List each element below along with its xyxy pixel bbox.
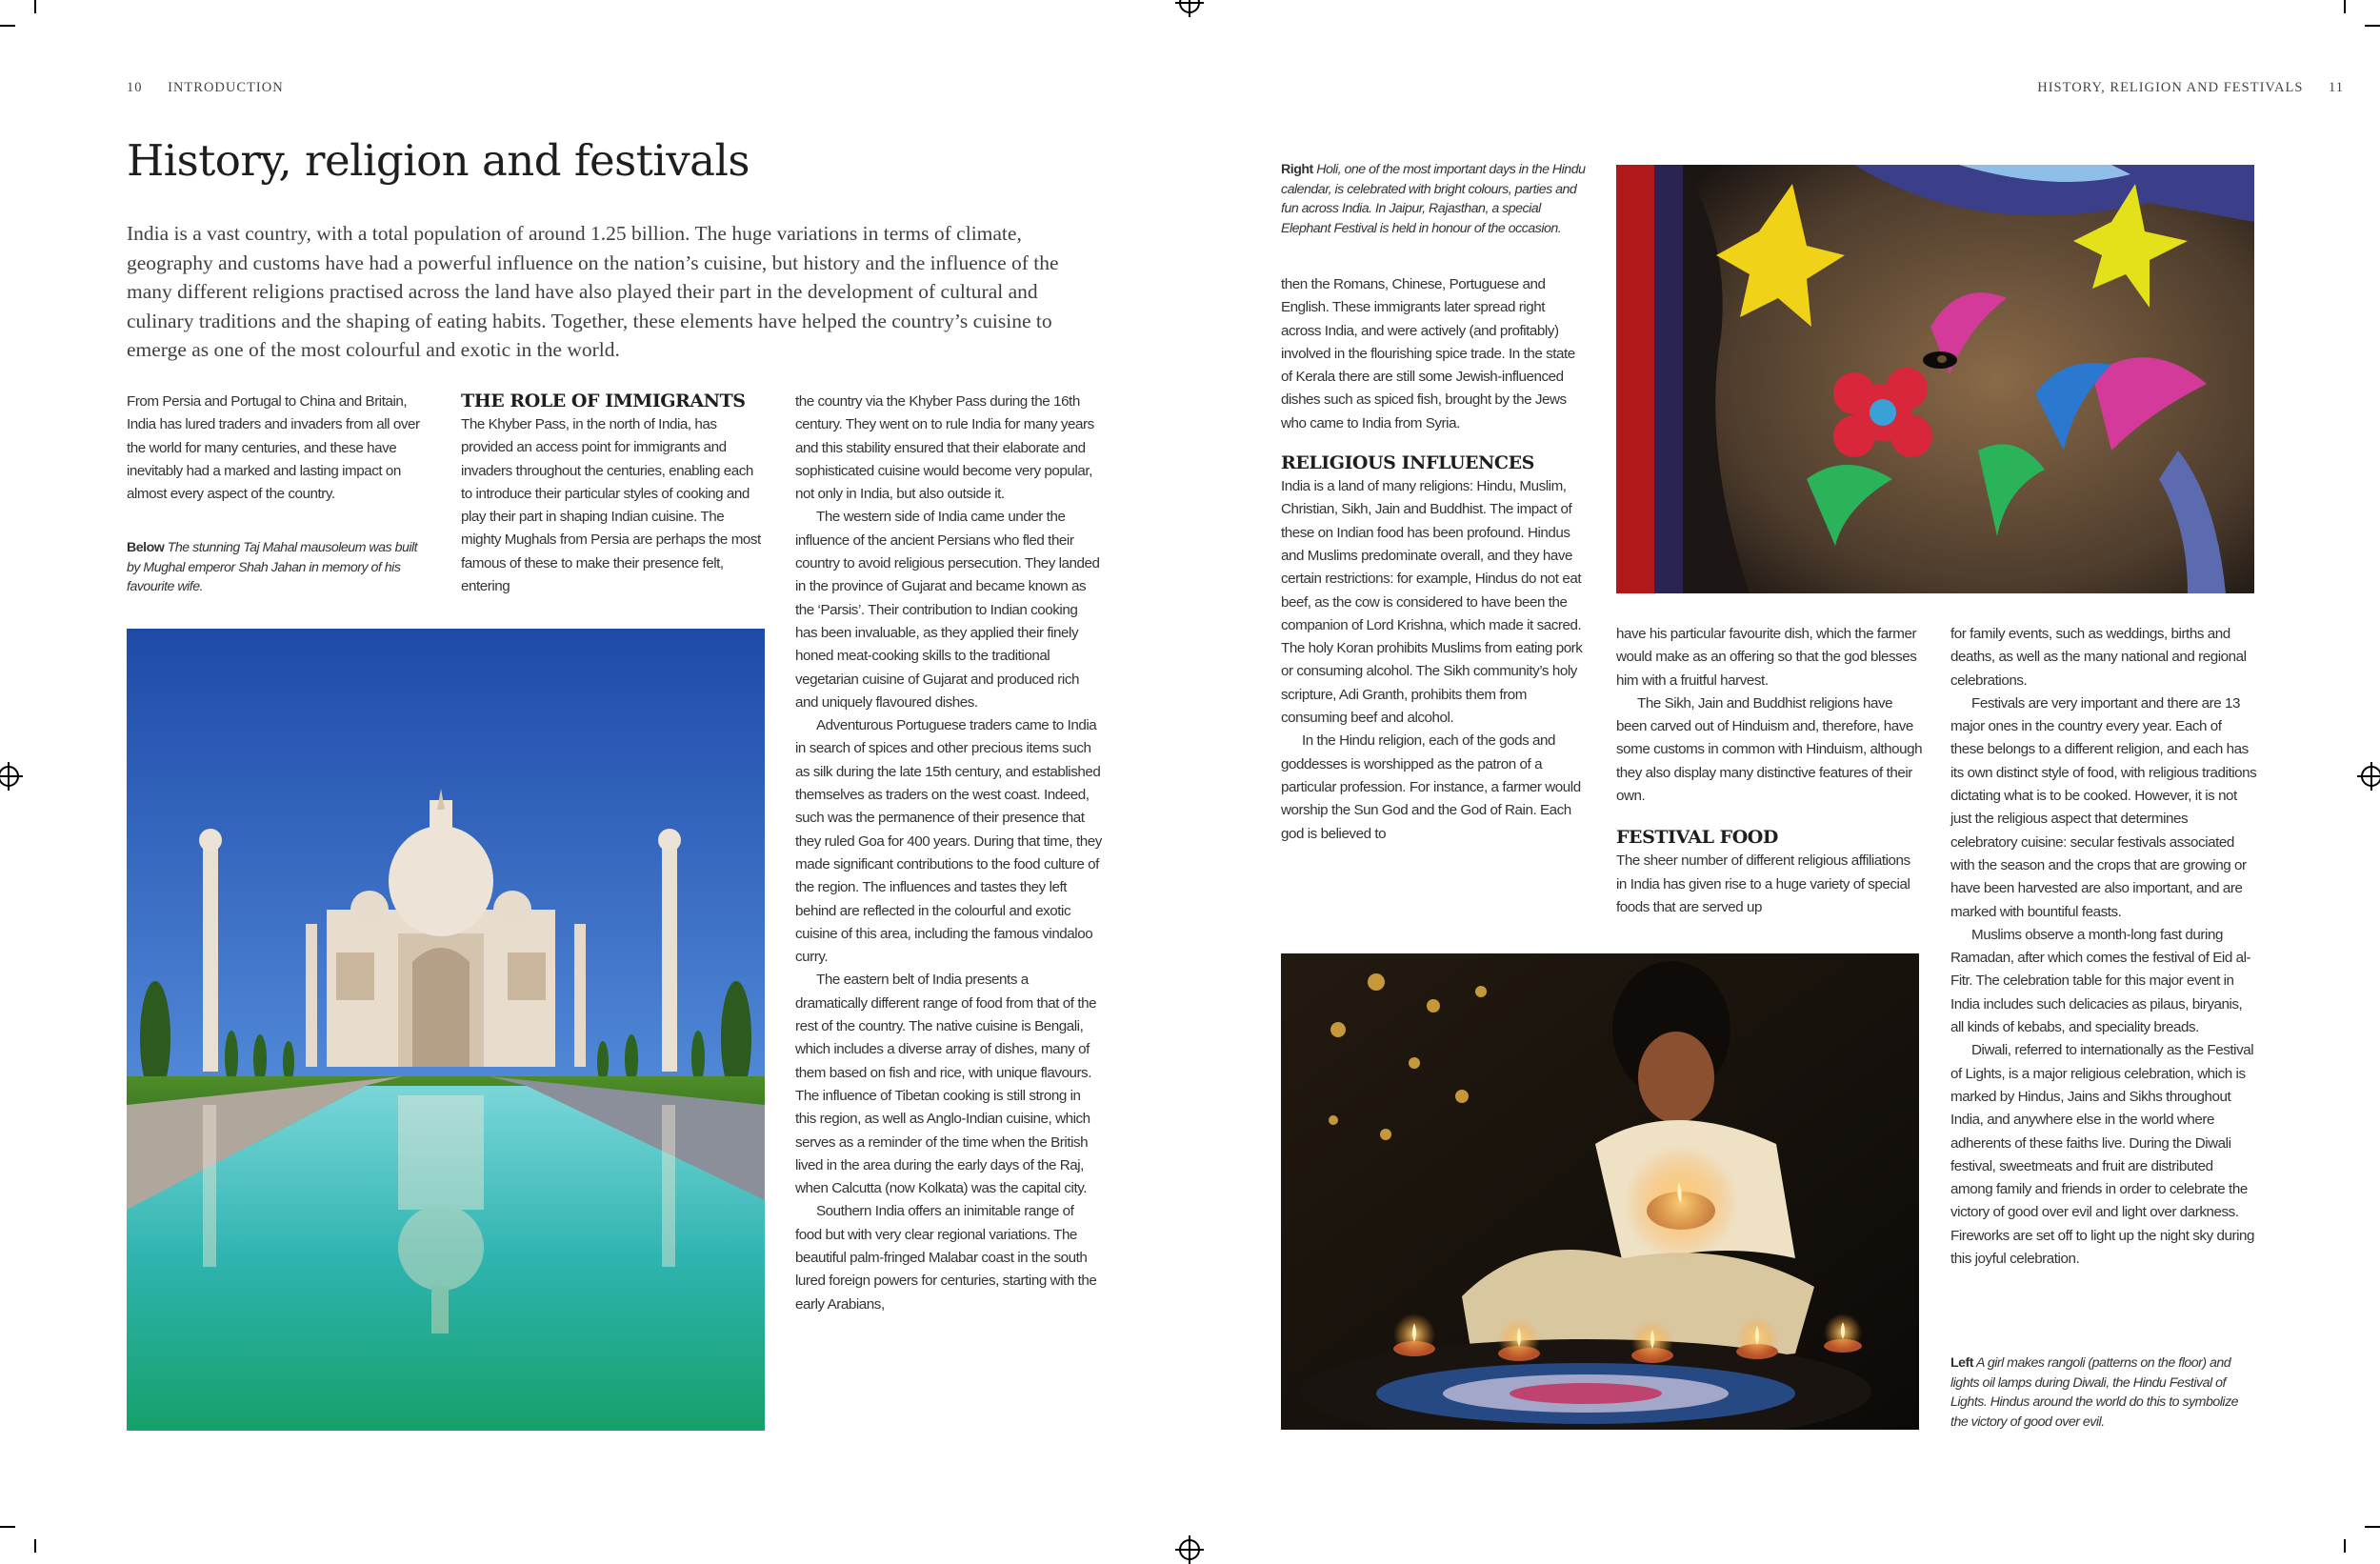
below-caption	[127, 538, 422, 597]
section-heading: FESTIVAL FOOD	[1616, 827, 1778, 849]
body-paragraph: From Persia and Portugal to China and Britain, India has lured traders and invaders from all over the world for many centuries, and these have inevitably had a marked and lasting impact on almost every aspect of the country.	[127, 393, 420, 503]
caption-text: A girl makes rangoli (patterns on the floor) and lights oil lamps during Diwali, the Hindu Festival of Lights. Hindus around the world do this to symbolize the victory of good over evil.	[1950, 1355, 2239, 1430]
section-heading: RELIGIOUS INFLUENCES	[1281, 452, 1534, 474]
crop-mark	[2344, 0, 2346, 13]
body-paragraph: Muslims observe a month-long fast during Ramadan, after which comes the festival of Eid al-Fitr. The celebration table for this major event in India includes such delicacies as pilaus, biryanis, all kinds of kebabs, and speciality breads.	[1950, 926, 2251, 1036]
section-heading: THE ROLE OF IMMIGRANTS	[461, 391, 746, 411]
right-caption	[1281, 160, 1586, 238]
left-column-3	[795, 391, 1102, 1316]
body-paragraph: The western side of India came under the influence of the ancient Persians who fled their country to avoid religious persecution. They landed in the province of Gujarat and became known as the ‘Parsis’. Their contribution to Indian cooking has been invaluable, as they applied their finely honed meat-cooking skills to the traditional vegetarian cuisine of Gujarat and produced rich and uniquely flavoured dishes.	[795, 509, 1100, 711]
crop-mark	[34, 1539, 36, 1553]
caption-label: Right	[1281, 162, 1313, 177]
body-paragraph: the country via the Khyber Pass during the 16th century. They went on to rule India for many years and this stability ensured that their elaborate and sophisticated cuisine would become very popular, not only in India, but also outside it.	[795, 393, 1094, 503]
left-column-1	[127, 391, 431, 506]
crop-mark	[34, 0, 36, 13]
crop-mark	[2344, 1539, 2346, 1553]
intro-paragraph: India is a vast country, with a total population of around 1.25 billion. The huge variations in terms of climate, geography and customs have had a powerful influence on the nation’s cuisine, but history and the influence of the many different religions practised across the land have also played their part in the development of cultural and culinary traditions and the shaping of eating habits. Together, these elements have helped the country’s cuisine to emerge as one of the most colourful and exotic in the world.	[127, 222, 1059, 361]
body-paragraph: Adventurous Portuguese traders came to India in search of spices and other precious items such as silk during the late 15th century, and established themselves as traders on the west coast. Indeed, such was the permanence of their presence that they ruled Goa for 400 years. During that time, they made significant contributions to the food culture of the region. The influences and tastes they left behind are reflected in the colourful and exotic cuisine of this area, including the famous vindaloo curry.	[795, 717, 1102, 966]
registration-mark	[1179, 1539, 1200, 1560]
page-number: 10	[127, 80, 143, 95]
left-column-2	[461, 389, 766, 598]
crop-mark	[2365, 25, 2380, 27]
body-paragraph: In the Hindu religion, each of the gods and goddesses is worshipped as the patron of a particular profession. For instance, a farmer would worship the Sun God and the God of Rain. Each god is believed to	[1281, 732, 1581, 842]
caption-label: Below	[127, 540, 165, 555]
running-head: INTRODUCTION	[168, 80, 284, 95]
body-paragraph: The sheer number of different religious affiliations in India has given rise to a huge variety of special foods that are served up	[1616, 852, 1910, 915]
body-paragraph: have his particular favourite dish, which the farmer would make as an offering so that the god blesses him with a fruitful harvest.	[1616, 626, 1917, 689]
right-column-3	[1950, 623, 2257, 1271]
page-title: History, religion and festivals	[127, 135, 750, 186]
right-folio	[2037, 80, 2344, 96]
crop-mark	[0, 25, 15, 27]
caption-text: Holi, one of the most important days in the Hindu calendar, is celebrated with bright colours, parties and fun across India. In Jaipur, Rajasthan, a special Elephant Festival is held in honour of the occasion.	[1281, 162, 1586, 236]
right-column-2	[1616, 623, 1923, 919]
right-column-1	[1281, 273, 1588, 846]
body-paragraph: for family events, such as weddings, births and deaths, as well as the many national and regional celebrations.	[1950, 626, 2247, 689]
left-caption	[1950, 1353, 2257, 1432]
left-folio	[127, 80, 284, 96]
page-number: 11	[2329, 80, 2344, 95]
registration-mark	[0, 766, 19, 787]
registration-mark	[1179, 0, 1200, 13]
running-head: HISTORY, RELIGION AND FESTIVALS	[2037, 80, 2304, 95]
caption-text: The stunning Taj Mahal mausoleum was built by Mughal emperor Shah Jahan in memory of his favourite wife.	[127, 540, 418, 594]
diwali-girl-photo	[1281, 953, 1919, 1430]
body-paragraph: The eastern belt of India presents a dramatically different range of food from that of the rest of the country. The native cuisine is Bengali, which includes a diverse array of dishes, many of them based on fish and rice, with unique flavours. The influence of Tibetan cooking is still strong in this region, as well as Anglo-Indian cuisine, which serves as a reminder of the time when the British lived in the area during the early days of the Raj, when Calcutta (now Kolkata) was the capital city.	[795, 972, 1097, 1197]
taj-mahal-photo	[127, 629, 765, 1431]
body-paragraph: India is a land of many religions: Hindu, Muslim, Christian, Sikh, Jain and Buddhist. The impact of these on Indian food has been profound. Hindus and Muslims predominate overall, and they have certain restrictions: for example, Hindus do not eat beef, as the cow is considered to have been the companion of Lord Krishna, which made it sacred. The holy Koran prohibits Muslims from eating pork or consuming alcohol. The Sikh community’s holy scripture, Adi Granth, prohibits them from consuming beef and alcohol.	[1281, 478, 1583, 727]
registration-mark	[2361, 766, 2380, 787]
body-paragraph: Diwali, referred to internationally as the Festival of Lights, is a major religious celebration, which is marked by Hindus, Jains and Sikhs throughout India, and anywhere else in the world where adherents of these faiths live. During the Diwali festival, sweetmeats and fruit are distributed among family and friends in order to celebrate the victory of good over evil and light over darkness. Fireworks are set off to light up the night sky during this joyful celebration.	[1950, 1042, 2254, 1268]
crop-mark	[0, 1526, 15, 1528]
crop-mark	[2365, 1526, 2380, 1528]
painted-elephant-photo	[1616, 165, 2254, 593]
body-paragraph: then the Romans, Chinese, Portuguese and English. These immigrants later spread right across India, and were actively (and profitably) involved in the flourishing spice trade. In the state of Kerala there are still some Jewish-influenced dishes such as spiced fish, brought by the Jews who came to India from Syria.	[1281, 276, 1575, 431]
body-paragraph: The Sikh, Jain and Buddhist religions have been carved out of Hinduism and, therefore, have some customs in common with Hinduism, although they also display many distinctive features of their own.	[1616, 694, 1923, 805]
caption-label: Left	[1950, 1355, 1974, 1371]
body-paragraph: Southern India offers an inimitable range of food but with very clear regional variations. The beautiful palm-fringed Malabar coast in the south lured foreign powers for centuries, starting with the early Arabians,	[795, 1203, 1097, 1313]
body-paragraph: The Khyber Pass, in the north of India, has provided an access point for immigrants and invaders throughout the centuries, enabling each to introduce their particular styles of cooking and play their part in shaping Indian cuisine. The mighty Mughals from Persia are perhaps the most famous of these to make their presence felt, entering	[461, 416, 761, 595]
body-paragraph: Festivals are very important and there are 13 major ones in the country every year. Each of these belongs to a different religion, and each has its own distinct style of food, with religious traditions dictating what is to be cooked. However, it is not just the religious aspect that determines celebratory cuisine: secular festivals associated with the season and the crops that are growing or have been harvested are also important, and are marked with bountiful feasts.	[1950, 694, 2257, 920]
